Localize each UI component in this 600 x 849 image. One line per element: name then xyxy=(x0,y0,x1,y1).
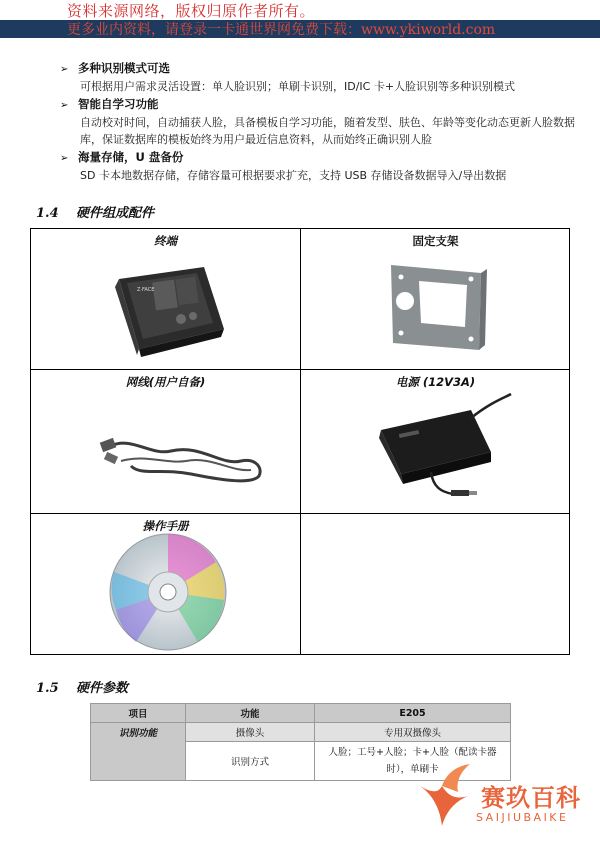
part-cell-cable xyxy=(31,370,301,514)
section-title: 硬件组成配件 xyxy=(76,206,155,221)
section-number: 1.4 xyxy=(36,206,59,221)
arrow-bullet-icon: ➢ xyxy=(60,153,69,164)
part-label: 操作手册 xyxy=(142,519,189,533)
feature-title: 海量存储，U 盘备份 xyxy=(78,150,184,164)
header-cell: 项目 xyxy=(91,704,186,723)
table-header-row xyxy=(91,704,511,723)
feature-title: 智能自学习功能 xyxy=(78,97,159,111)
header-cell: 功能 xyxy=(186,704,315,723)
feature-body: 自动校对时间，自动捕获人脸，具备模板自学习功能，随着发型、肤色、年龄等变化动态更新人脸数据库，保证数据库的模板始终为用户最近信息资料，从而始终正确识别人脸 xyxy=(80,116,575,146)
part-label: 固定支架 xyxy=(412,234,459,248)
part-cell-empty xyxy=(301,514,570,655)
value-cell: 人脸；工号+人脸；卡+人脸（配读卡器时），单刷卡 xyxy=(315,742,511,781)
brand-subtitle: SAIJIUBAIKE xyxy=(476,811,569,824)
section-heading-1-5 xyxy=(36,677,128,696)
feature-item xyxy=(60,60,580,95)
feature-item xyxy=(60,96,580,148)
watermark-line-1: 资料来源网络，版权归原作者所有。 xyxy=(67,2,316,20)
feature-item xyxy=(60,149,580,184)
part-cell-power xyxy=(301,370,570,514)
feature-list xyxy=(60,60,580,185)
feature-title: 多种识别模式可选 xyxy=(78,61,170,75)
function-cell: 识别方式 xyxy=(186,742,315,781)
watermark-line-2: 更多业内资料，请登录一卡通世界网免费下载：www.ykiworld.com xyxy=(67,22,496,38)
arrow-bullet-icon: ➢ xyxy=(60,100,69,111)
top-watermark xyxy=(0,0,600,40)
brand-name: 赛玖百科 xyxy=(481,784,581,812)
manual-cd-image xyxy=(106,530,230,654)
svg-text:Z·FACE: Z·FACE xyxy=(137,287,155,293)
feature-body: SD 卡本地数据存储，存储容量可根据要求扩充，支持 USB 存储设备数据导入/导出数据 xyxy=(80,169,507,182)
network-cable-image xyxy=(91,406,271,496)
section-number: 1.5 xyxy=(36,681,59,696)
category-cell: 识别功能 xyxy=(91,723,186,781)
part-cell-bracket xyxy=(301,229,570,370)
value-cell: 专用双摄像头 xyxy=(315,723,511,742)
part-label: 电源 (12V3A) xyxy=(395,375,476,389)
section-heading-1-4 xyxy=(36,202,154,221)
section-title: 硬件参数 xyxy=(76,681,129,696)
power-adapter-image xyxy=(361,392,521,502)
arrow-bullet-icon: ➢ xyxy=(60,64,69,75)
mounting-bracket-image xyxy=(371,255,501,355)
function-cell: 摄像头 xyxy=(186,723,315,742)
hardware-parts-table xyxy=(30,228,570,655)
table-row xyxy=(91,723,511,742)
header-cell: E205 xyxy=(315,704,511,723)
part-label: 网线(用户自备) xyxy=(125,375,206,389)
part-label: 终端 xyxy=(154,234,177,248)
part-cell-manual xyxy=(31,514,301,655)
face-terminal-image xyxy=(109,259,229,359)
feature-body: 可根据用户需求灵活设置：单人脸识别；单刷卡识别，ID/IC 卡+人脸识别等多种识别模式 xyxy=(80,80,516,93)
part-cell-terminal xyxy=(31,229,301,370)
